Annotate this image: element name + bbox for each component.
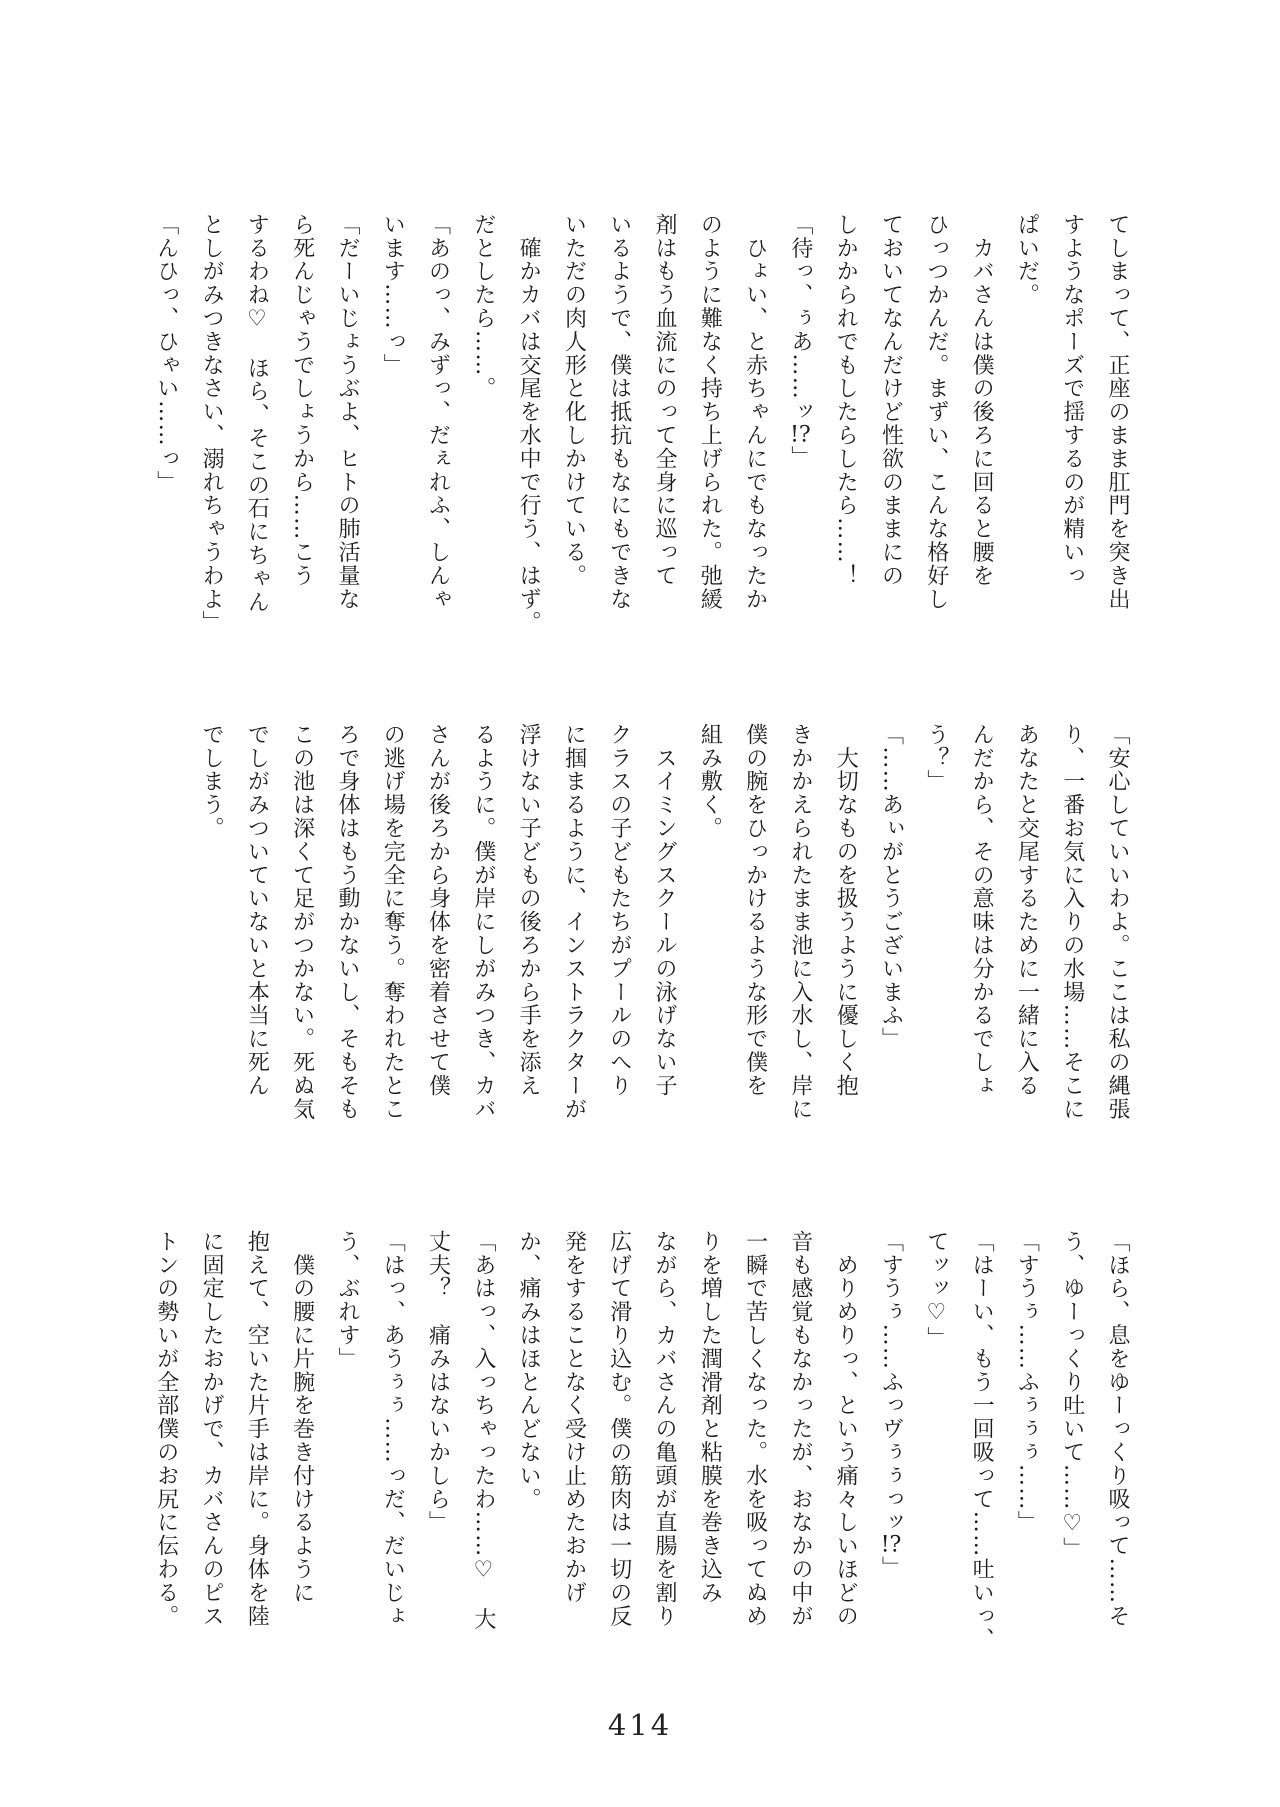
text-column: 「だーいじょうぶよ、ヒトの肺活量な	[334, 213, 360, 611]
text-column: います……っ」	[380, 213, 406, 377]
text-column: 「あのっ、みずっ、だぇれふ、しんゃ	[425, 213, 451, 611]
text-column: するわね♡ ほら、そこの石にちゃん	[244, 213, 270, 614]
text-column: ら死んじゃうでしょうから……こう	[289, 213, 315, 588]
text-column: 大切なものを扱うように優しく抱	[833, 723, 859, 1098]
text-column: ろで身体はもう動かないし、そもそも	[334, 723, 360, 1121]
text-column: きかかえられたまま池に入水し、岸に	[787, 723, 813, 1121]
text-column: 「待っ、ぅあ……ッ!?」	[787, 213, 813, 470]
text-column: しかかられでもしたらしたら……！	[833, 213, 859, 588]
text-column: だとしたら……。	[470, 213, 496, 401]
text-block-bottom	[143, 1230, 1140, 1652]
text-column: 「すうぅ……ふっヴぅぅっッ!?」	[878, 1230, 904, 1580]
text-column: この池は深くて足がつかない。死ぬ気	[289, 723, 315, 1121]
text-column: 僕の腰に片腕を巻き付けるように	[289, 1230, 315, 1605]
text-column: か、痛みはほとんどない。	[516, 1230, 542, 1511]
text-column: てッッ♡」	[923, 1230, 949, 1350]
text-column: り、一番お気に入りの水場……そこに	[1059, 723, 1085, 1121]
text-column: のように難なく持ち上げられた。弛緩	[697, 213, 723, 611]
text-column: 「……あぃがとうございまふ」	[878, 723, 904, 1051]
text-column: に固定したおかげで、カバさんのピス	[199, 1230, 225, 1628]
text-column: 僕の腕をひっかけるような形で僕を	[742, 723, 768, 1098]
text-column: ながら、カバさんの亀頭が直腸を割り	[652, 1230, 678, 1628]
text-column: あなたと交尾するために一緒に入る	[1014, 723, 1040, 1098]
text-column: 「はっ、あうぅぅ……っだ、だいじょ	[380, 1230, 406, 1628]
text-column: 剤はもう血流にのって全身に巡って	[652, 213, 678, 588]
text-column: てしまって、正座のまま肛門を突き出	[1105, 213, 1130, 611]
text-column: 「あはっ、入っちゃったわ……♡ 大	[470, 1230, 496, 1631]
page-number: 414	[607, 1708, 673, 1742]
text-column: 組み敷く。	[697, 723, 723, 840]
text-column: ひょい、と赤ちゃんにでもなったか	[742, 213, 768, 611]
text-column: 「はーい、もう一回吸って……吐いっ、	[969, 1230, 995, 1652]
text-column: カバさんは僕の後ろに回ると腰を	[969, 213, 995, 588]
text-column: としがみつきなさい、溺れちゃうわよ」	[199, 213, 225, 635]
interrobang-glyph: !?	[880, 1534, 902, 1557]
text-column: トンの勢いが全部僕のお尻に伝わる。	[153, 1230, 179, 1628]
text-column: 一瞬で苦しくなった。水を吸ってぬめ	[742, 1230, 768, 1628]
text-column: 音も感覚もなかったが、おなかの中が	[787, 1230, 813, 1628]
text-column: でしがみついていないと本当に死ん	[244, 723, 270, 1098]
text-column: んだから、その意味は分かるでしょ	[969, 723, 995, 1098]
text-column: クラスの子どもたちがプールのへり	[606, 723, 632, 1098]
text-block-middle	[189, 723, 1140, 1125]
text-column: 「すうぅ……ふぅぅぅ……」	[1014, 1230, 1040, 1535]
text-column: 丈夫？ 痛みはないかしら」	[425, 1230, 451, 1535]
text-column: 「んひっ、ひゃい……っ」	[153, 213, 179, 494]
text-column: でしまう。	[199, 723, 225, 840]
text-block-top	[143, 213, 1140, 635]
text-column: う？」	[923, 723, 949, 794]
text-column: るように。僕が岸にしがみつき、カバ	[470, 723, 496, 1121]
text-column: う、ゆーっくり吐いて……♡」	[1059, 1230, 1085, 1561]
text-column: いただの肉人形と化しかけている。	[561, 213, 587, 588]
text-column: 「ほら、息をゆーっくり吸って……そ	[1105, 1230, 1130, 1628]
interrobang-glyph: !?	[790, 423, 811, 446]
text-column: すようなポーズで揺するのが精いっ	[1059, 213, 1085, 588]
text-column: う、ぶれす」	[334, 1230, 360, 1371]
text-column: 発をすることなく受け止めたおかげ	[561, 1230, 587, 1605]
text-column: 広げて滑り込む。僕の筋肉は一切の反	[606, 1230, 632, 1628]
text-column: さんが後ろから身体を密着させて僕	[425, 723, 451, 1098]
text-column: りを増した潤滑剤と粘膜を巻き込み	[697, 1230, 723, 1605]
text-column: 抱えて、空いた片手は岸に。身体を陸	[244, 1230, 270, 1628]
text-column: 確かカバは交尾を水中で行う、はず。	[516, 213, 542, 635]
text-column: ひっつかんだ。まずい、こんな格好し	[923, 213, 949, 611]
text-column: いるようで、僕は抵抗もなにもできな	[606, 213, 632, 611]
text-column: スイミングスクールの泳げない子	[652, 723, 678, 1098]
text-column: に掴まるように、インストラクターが	[561, 723, 587, 1121]
text-column: の逃げ場を完全に奪う。奪われたとこ	[380, 723, 406, 1121]
text-column: めりめりっ、という痛々しいほどの	[833, 1230, 859, 1628]
text-column: ぱいだ。	[1014, 213, 1040, 307]
text-column: ておいてなんだけど性欲のままにの	[878, 213, 904, 588]
text-column: 「安心していいわよ。ここは私の縄張	[1105, 723, 1130, 1121]
text-column: 浮けない子どもの後ろから手を添え	[516, 723, 542, 1098]
